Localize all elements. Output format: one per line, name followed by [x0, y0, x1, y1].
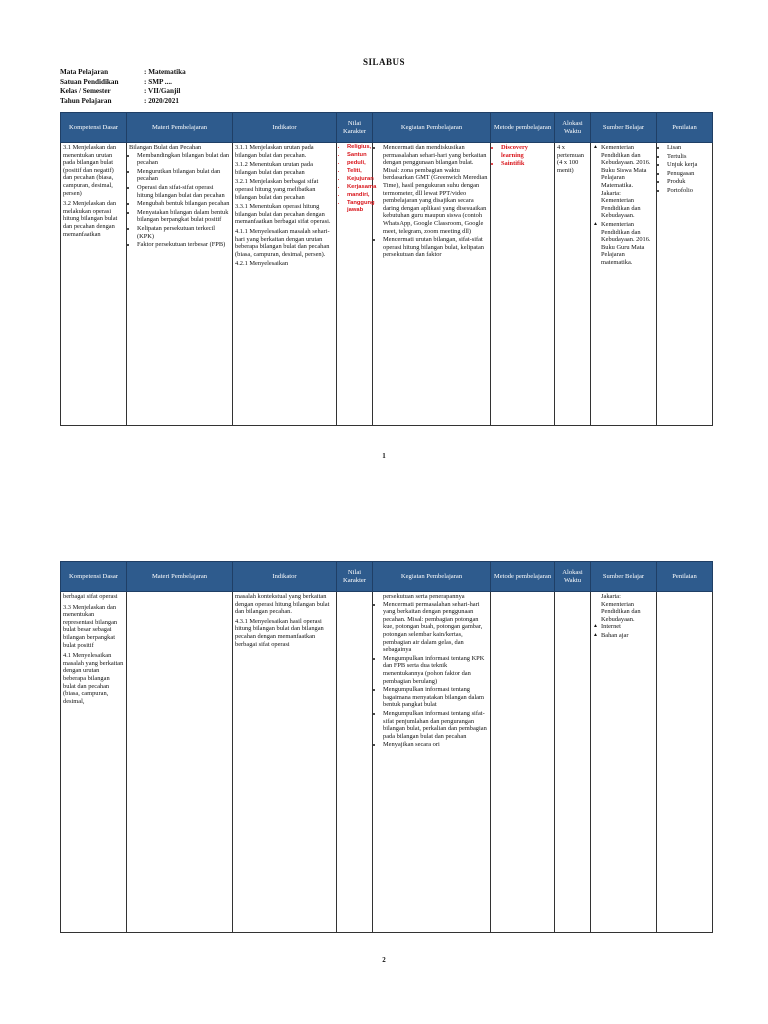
meta-row [60, 68, 186, 78]
col-nilai-karakter: Nilai Karakter [337, 113, 373, 143]
indikator-item: 4.1.1 Menyelesaikan masalah sehari-hari yang berkaitan dengan urutan beberapa bilangan bulat dan pecahan (biasa, campuran, desimal, persen). [235, 227, 330, 258]
list-item: • Mencermati dan mendiskusikan permasalahan sehari-hari yang berkaitan dengan penggunaan bilangan bulat. Misal: zona pembagian waktu berdasarkan GMT (Greenwich Meredian Time), hasil pengukuran suhu dengan termometer, dll lewat PPT/video pembelajaran yang disajikan secara daring dengan aplikasi yang disesuaikan kebutuhan guru maupun siswa (contoh WhatsApp, Google Classroom, Google meet, telegram, zoom meeting dll) [383, 144, 488, 235]
list-item: • Mengumpulkan informasi tentang KPK dan FPB serta dua teknik menentukannya (pohon faktor dan pembagian berulang) [383, 655, 488, 685]
metode-cell [491, 143, 555, 426]
penilaian-cell [657, 592, 713, 933]
list-item: • Mencermati urutan bilangan, sifat-sifat operasi hitung bilangan bulat, kelipatan persekutuan dan faktor [383, 236, 488, 259]
col-indikator: Indikator [233, 113, 337, 143]
table-row [61, 143, 713, 426]
document-meta [60, 68, 186, 106]
list-item: ▲ Kementerian Pendidikan dan Kebudayaan. 2016. Buku Siswa Mata Pelajaran Matematika. Jakarta: Kementerian Pendidikan dan Kebudayaan. [593, 144, 654, 220]
syllabus-table [60, 112, 713, 426]
list-item: • Discovery learning [501, 144, 552, 159]
list-item: • Operasi dan sifat-sifat operasi hitung bilangan bulat dan pecahan [137, 184, 230, 199]
indikator-item: 4.3.1 Menyelesaikan hasil operasi hitung bilangan bulat dan bilangan pecahan dengan memanfaatkan berbagai sifat operasi [235, 617, 324, 648]
meta-row [60, 78, 186, 88]
sumber-lead: Jakarta: Kementerian Pendidikan dan Kebudayaan. [601, 593, 641, 623]
metode-cell [491, 592, 555, 933]
page-1 [0, 0, 768, 470]
col-sumber: Sumber Belajar [591, 562, 657, 592]
kd-item: 3.2 Menjelaskan dan melakukan operasi hitung bilangan bulat dan pecahan dengan memanfaatkan [63, 200, 118, 238]
table-header-row [61, 562, 713, 592]
list-item: • Produk [667, 178, 710, 186]
meta-row [60, 87, 186, 97]
list-item: • peduli, [347, 160, 370, 167]
list-item: • Kejujuran [347, 176, 370, 183]
penilaian-cell [657, 143, 713, 426]
list-item: • Menyajikan secara ori [383, 741, 488, 749]
list-item: ▲ Bahan ajar [593, 632, 654, 640]
list-item: • Tanggung jawab [347, 200, 370, 214]
kd-item: 3.3 Menjelaskan dan menentukan representasi bilangan bulat besar sebagai bilangan berpangkat bulat positif [63, 603, 118, 649]
col-metode: Metode pembelajaran [491, 113, 555, 143]
list-item: • Portofolio [667, 187, 710, 195]
list-item: • Religius, [347, 144, 370, 151]
list-item: • Mengumpulkan informasi tentang sifat-sifat penjumlahan dan pengurangan bilangan bulat, perkalian dan pembagian pada bilangan bulat dan pecahan [383, 710, 488, 740]
kd-cell [61, 143, 127, 426]
list-item: • Mencermati permasalahan sehari-hari yang berkaitan dengan penggunaan pecahan. Misal: pembagian potongan kue, potongan buah, potongan gambar, potongan selembar kain/kertas, pembagian air dalam gelas, dan sebagainya [383, 601, 488, 654]
list-item: • Penugasan [667, 170, 710, 178]
list-item: • Kelipatan persekutuan terkecil (KPK) [137, 225, 230, 240]
list-item: • Faktor persekutuan terbesar (FPB) [137, 241, 230, 249]
table-row [61, 592, 713, 933]
meta-row [60, 97, 186, 107]
list-item: • Lisan [667, 144, 710, 152]
list-item: • Membandingkan bilangan bulat dan pecahan [137, 152, 230, 167]
indikator-cell [233, 592, 337, 933]
meta-value: : SMP .... [144, 77, 172, 86]
kegiatan-cell [373, 592, 491, 933]
materi-title: Bilangan Bulat dan Pecahan [129, 144, 202, 151]
list-item: • Menyatakan bilangan dalam bentuk bilangan berpangkat bulat positif [137, 209, 230, 224]
indikator-item: 3.1.2 Menentukan urutan pada bilangan bulat dan pecahan [235, 161, 313, 176]
col-alokasi: Alokasi Waktu [555, 562, 591, 592]
col-penilaian: Penilaian [657, 113, 713, 143]
list-item: • Mengurutkan bilangan bulat dan pecahan [137, 168, 230, 183]
karakter-cell [337, 592, 373, 933]
col-kegiatan: Kegiatan Pembelajaran [373, 113, 491, 143]
kd-item: 3.1 Menjelaskan dan menentukan urutan pada bilangan bulat (positif dan negatif) dan pecahan (biasa, campuran, desimal, persen) [63, 144, 117, 197]
sumber-cell [591, 592, 657, 933]
kd-item: 4.1 Menyelesaikan masalah yang berkaitan dengan urutan beberapa bilangan bulat dan pecahan (biasa, campuran, desimal, [63, 652, 124, 705]
kd-cell [61, 592, 127, 933]
meta-label: Kelas / Semester [60, 87, 111, 96]
meta-value: : Matematika [144, 68, 186, 76]
col-kompetensi-dasar: Kompetensi Dasar [61, 562, 127, 592]
list-item: • Mengubah bentuk bilangan pecahan [137, 200, 230, 208]
karakter-cell [337, 143, 377, 426]
meta-label: Mata Pelajaran [60, 68, 109, 76]
indikator-item: masalah kontekstual yang berkaitan dengan operasi hitung bilangan bulat dan bilangan pecahan. [235, 593, 330, 616]
col-indikator: Indikator [233, 562, 337, 592]
meta-value: : 2020/2021 [144, 96, 179, 105]
syllabus-table [60, 561, 713, 933]
col-nilai-karakter: Nilai Karakter [337, 562, 373, 592]
col-materi: Materi Pembelajaran [127, 562, 233, 592]
kd-item: berbagai sifat operasi [63, 593, 118, 600]
meta-label: Tahun Pelajaran [60, 96, 112, 105]
indikator-item: 3.1.1 Menjelaskan urutan pada bilangan bulat dan pecahan. [235, 144, 314, 159]
list-item: • Kerjasama [347, 184, 370, 191]
meta-label: Satuan Pendidikan [60, 77, 119, 86]
document-title: SILABUS [362, 57, 406, 67]
list-item: • Saintifik [501, 160, 552, 168]
page-2 [0, 470, 768, 1024]
meta-value: : VII/Ganjil [144, 87, 181, 96]
list-item: ▲ Internet [593, 623, 654, 631]
materi-cell [127, 592, 233, 933]
col-penilaian: Penilaian [657, 562, 713, 592]
alokasi-cell: 4 x pertemuan (4 x 100 menit) [555, 143, 591, 426]
materi-cell [127, 143, 233, 426]
list-item: • Teliti, [347, 168, 370, 175]
page-number: 2 [382, 956, 386, 964]
indikator-cell [233, 143, 337, 426]
table-header-row [61, 113, 713, 143]
col-kegiatan: Kegiatan Pembelajaran [373, 562, 491, 592]
col-kompetensi-dasar: Kompetensi Dasar [61, 113, 127, 143]
kegiatan-cell [373, 143, 491, 426]
kegiatan-lead: persekutuan serta penerapannya [383, 593, 465, 600]
list-item: • Tertulis [667, 153, 710, 161]
indikator-item: 3.3.1 Menentukan operasi hitung bilangan bulat dan pecahan dengan memanfaatkan berbagai sifat operasi. [235, 203, 331, 226]
col-alokasi: Alokasi Waktu [555, 113, 591, 143]
list-item: ▲ Kementerian Pendidikan dan Kebudayaan. 2016. Buku Guru Mata Pelajaran matematika. [593, 221, 654, 267]
list-item: • mandiri, [347, 192, 370, 199]
list-item: • Unjuk kerja [667, 161, 710, 169]
page-number: 1 [382, 452, 386, 460]
indikator-item: 3.2.1 Menjelaskan berbagai sifat operasi hitung yang melibatkan bilangan bulat dan pecahan [235, 178, 319, 201]
col-sumber: Sumber Belajar [591, 113, 657, 143]
indikator-item: 4.2.1 Menyelesaikan [235, 260, 289, 268]
list-item: • Mengumpulkan informasi tentang bagaimana menyatakan bilangan dalam bentuk pangkat bulat [383, 686, 488, 709]
alokasi-cell [555, 592, 591, 933]
col-metode: Metode pembelajaran [491, 562, 555, 592]
sumber-cell [591, 143, 657, 426]
list-item: • Santun [347, 152, 370, 159]
col-materi: Materi Pembelajaran [127, 113, 233, 143]
